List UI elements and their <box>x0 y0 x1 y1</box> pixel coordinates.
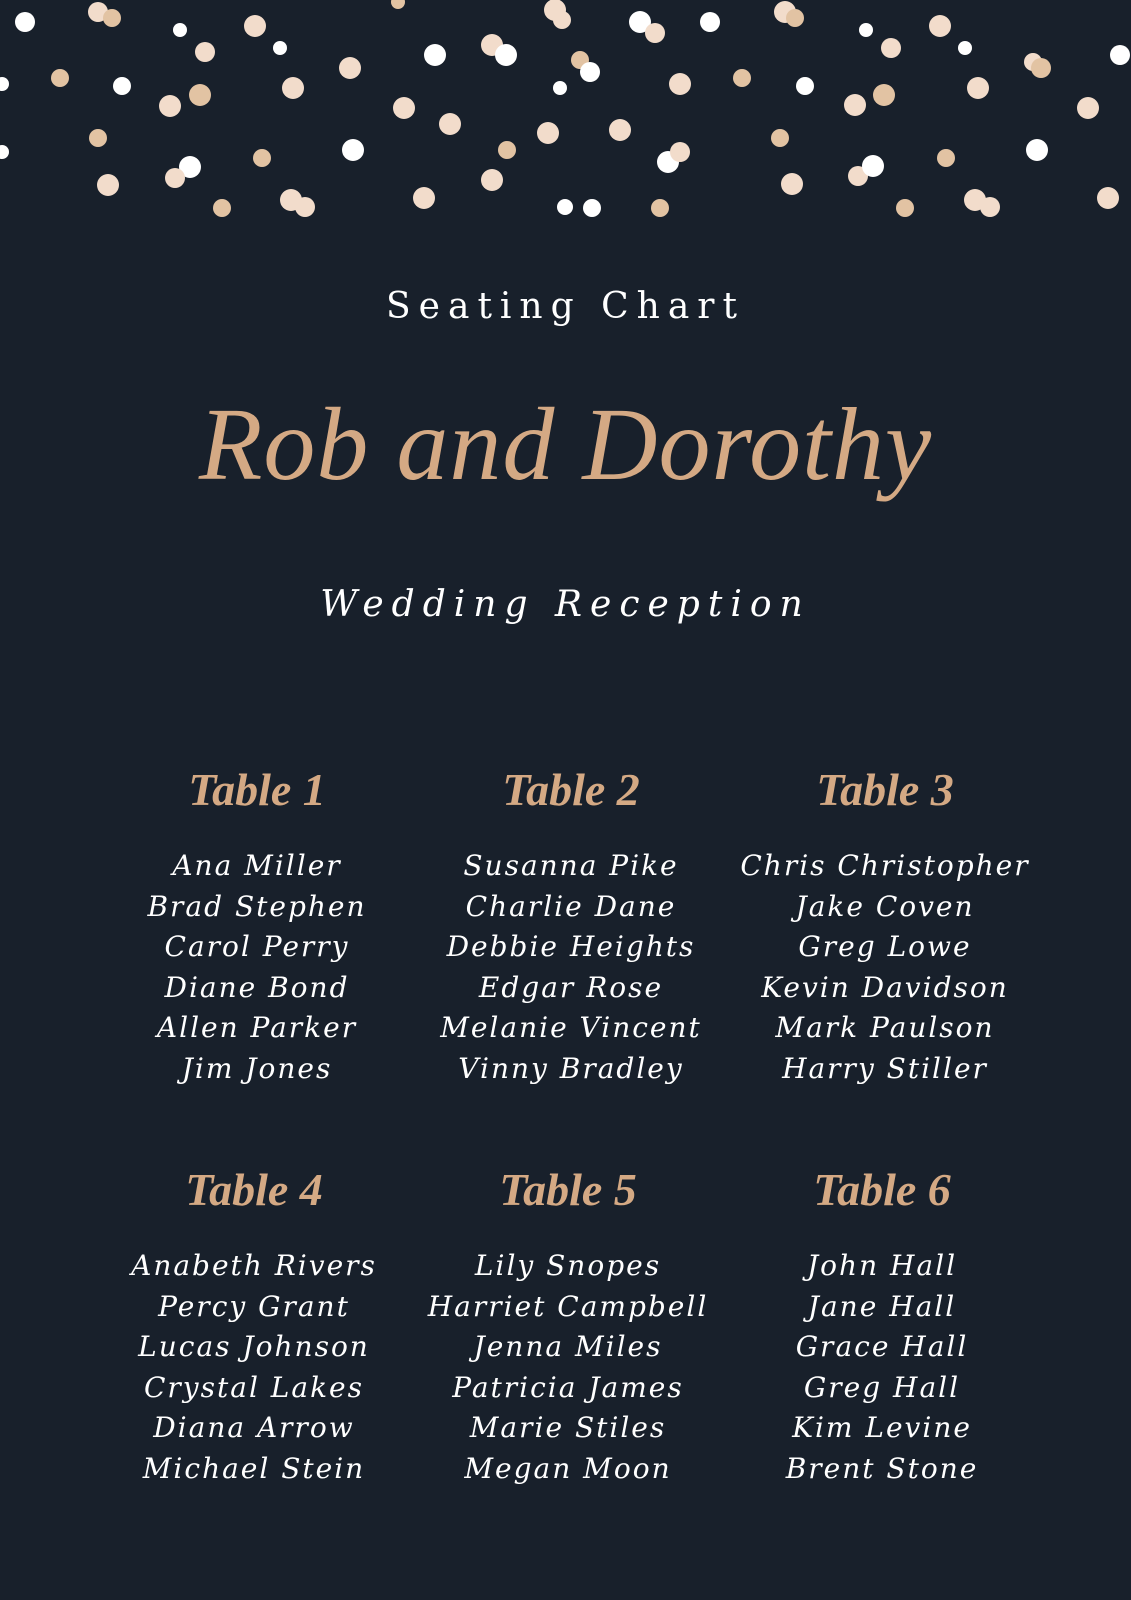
table-title: Table 3 <box>816 764 954 815</box>
guest-name: Jane Hall <box>807 1289 957 1323</box>
guest-name: Lily Snopes <box>474 1249 662 1282</box>
confetti-dot <box>495 44 517 66</box>
confetti-dot <box>244 15 266 37</box>
table-title: Table 5 <box>499 1164 637 1215</box>
guest-list <box>722 1246 1042 1490</box>
confetti-dot <box>424 44 446 66</box>
confetti-dot <box>89 129 107 147</box>
guest-name: Charlie Dane <box>465 889 677 923</box>
confetti-dot <box>1097 187 1119 209</box>
guest-name: Jake Coven <box>795 889 975 923</box>
guest-name: Jim Jones <box>181 1051 333 1085</box>
table-title: Table 2 <box>502 764 640 815</box>
confetti-dot <box>342 139 364 161</box>
confetti-dot <box>771 129 789 147</box>
confetti-dot <box>195 42 215 62</box>
confetti-dot <box>282 77 304 99</box>
confetti-dot <box>97 174 119 196</box>
confetti-dot <box>15 12 35 32</box>
guest-name: Edgar Rose <box>478 970 664 1004</box>
guest-name: Patricia James <box>452 1370 684 1404</box>
confetti-dot <box>859 23 873 37</box>
table-group-4 <box>94 1156 414 1490</box>
guest-name: Megan Moon <box>464 1451 672 1485</box>
guest-name: Mark Paulson <box>775 1011 995 1045</box>
confetti-dot <box>937 149 955 167</box>
confetti-dot <box>844 94 866 116</box>
guest-list <box>94 1246 414 1490</box>
guest-name: John Hall <box>806 1249 958 1282</box>
confetti-dot <box>253 149 271 167</box>
confetti-dot <box>393 97 415 119</box>
table-group-5 <box>408 1156 728 1490</box>
confetti-dot <box>929 15 951 37</box>
confetti-dot <box>873 84 895 106</box>
guest-name: Carol Perry <box>164 930 350 964</box>
confetti-dot <box>669 73 691 95</box>
guest-name: Jenna Miles <box>473 1330 663 1364</box>
event-label: Wedding Reception <box>320 584 811 625</box>
confetti-dot <box>103 9 121 27</box>
guest-name: Diane Bond <box>164 970 350 1004</box>
confetti-dot <box>553 11 571 29</box>
guest-name: Harry Stiller <box>782 1051 988 1085</box>
confetti-dot <box>796 77 814 95</box>
confetti-dot <box>700 12 720 32</box>
table-group-3 <box>725 756 1045 1090</box>
guest-list <box>97 846 417 1090</box>
confetti-dot <box>537 122 559 144</box>
confetti-dot <box>213 199 231 217</box>
confetti-dot <box>980 197 1000 217</box>
confetti-dot <box>481 169 503 191</box>
table-title: Table 4 <box>185 1164 323 1215</box>
guest-name: Vinny Bradley <box>458 1051 684 1085</box>
confetti-dot <box>1031 58 1051 78</box>
confetti-dot <box>113 77 131 95</box>
confetti-dot <box>498 141 516 159</box>
guest-name: Greg Hall <box>803 1370 961 1404</box>
guest-name: Ana Miller <box>172 849 342 882</box>
table-title: Table 1 <box>188 764 326 815</box>
table-group-6 <box>722 1156 1042 1490</box>
confetti-dot <box>958 41 972 55</box>
confetti-dot <box>413 187 435 209</box>
guest-name: Brad Stephen <box>147 889 367 923</box>
guest-name: Anabeth Rivers <box>131 1249 377 1282</box>
guest-name: Brent Stone <box>785 1451 979 1485</box>
guest-name: Kevin Davidson <box>761 970 1009 1004</box>
guest-name: Susanna Pike <box>463 849 679 882</box>
table-title: Table 6 <box>813 1164 951 1215</box>
confetti-decoration <box>0 0 1131 230</box>
confetti-dot <box>786 9 804 27</box>
guest-name: Crystal Lakes <box>144 1370 364 1404</box>
guest-name: Harriet Campbell <box>427 1289 709 1323</box>
confetti-dot <box>1110 45 1130 65</box>
guest-name: Lucas Johnson <box>138 1330 370 1364</box>
confetti-dot <box>391 0 405 9</box>
confetti-dot <box>862 155 884 177</box>
confetti-dot <box>651 199 669 217</box>
confetti-dot <box>645 23 665 43</box>
couple-names: Rob and Dorothy <box>198 387 933 502</box>
confetti-dot <box>51 69 69 87</box>
guest-list <box>408 1246 728 1490</box>
confetti-dot <box>0 77 9 91</box>
confetti-dot <box>1026 139 1048 161</box>
confetti-dot <box>580 62 600 82</box>
guest-name: Kim Levine <box>792 1411 972 1445</box>
confetti-dot <box>339 57 361 79</box>
confetti-dot <box>189 84 211 106</box>
guest-name: Marie Stiles <box>469 1411 667 1445</box>
guest-name: Diana Arrow <box>153 1411 355 1445</box>
confetti-dot <box>159 95 181 117</box>
guest-name: Melanie Vincent <box>440 1011 702 1045</box>
confetti-dot <box>881 38 901 58</box>
guest-name: Percy Grant <box>158 1289 350 1323</box>
table-group-1 <box>97 756 417 1090</box>
confetti-dot <box>295 197 315 217</box>
confetti-dot <box>733 69 751 87</box>
confetti-dot <box>557 199 573 215</box>
confetti-dot <box>0 145 9 159</box>
confetti-dot <box>609 119 631 141</box>
confetti-dot <box>173 23 187 37</box>
guest-name: Allen Parker <box>156 1011 358 1045</box>
table-group-2 <box>411 756 731 1090</box>
confetti-dot <box>967 77 989 99</box>
confetti-dot <box>553 81 567 95</box>
guest-name: Debbie Heights <box>446 930 696 964</box>
confetti-dot <box>781 173 803 195</box>
confetti-dot <box>583 199 601 217</box>
guest-name: Michael Stein <box>142 1451 366 1485</box>
seating-chart-label: Seating Chart <box>386 286 745 327</box>
guest-list <box>411 846 731 1090</box>
guest-list <box>725 846 1045 1090</box>
confetti-dot <box>1077 97 1099 119</box>
confetti-dot <box>273 41 287 55</box>
confetti-dot <box>439 113 461 135</box>
guest-name: Grace Hall <box>795 1330 969 1364</box>
confetti-dot <box>670 142 690 162</box>
guest-name: Chris Christopher <box>740 849 1030 882</box>
guest-name: Greg Lowe <box>798 930 972 964</box>
confetti-dot <box>896 199 914 217</box>
confetti-dot <box>165 168 185 188</box>
